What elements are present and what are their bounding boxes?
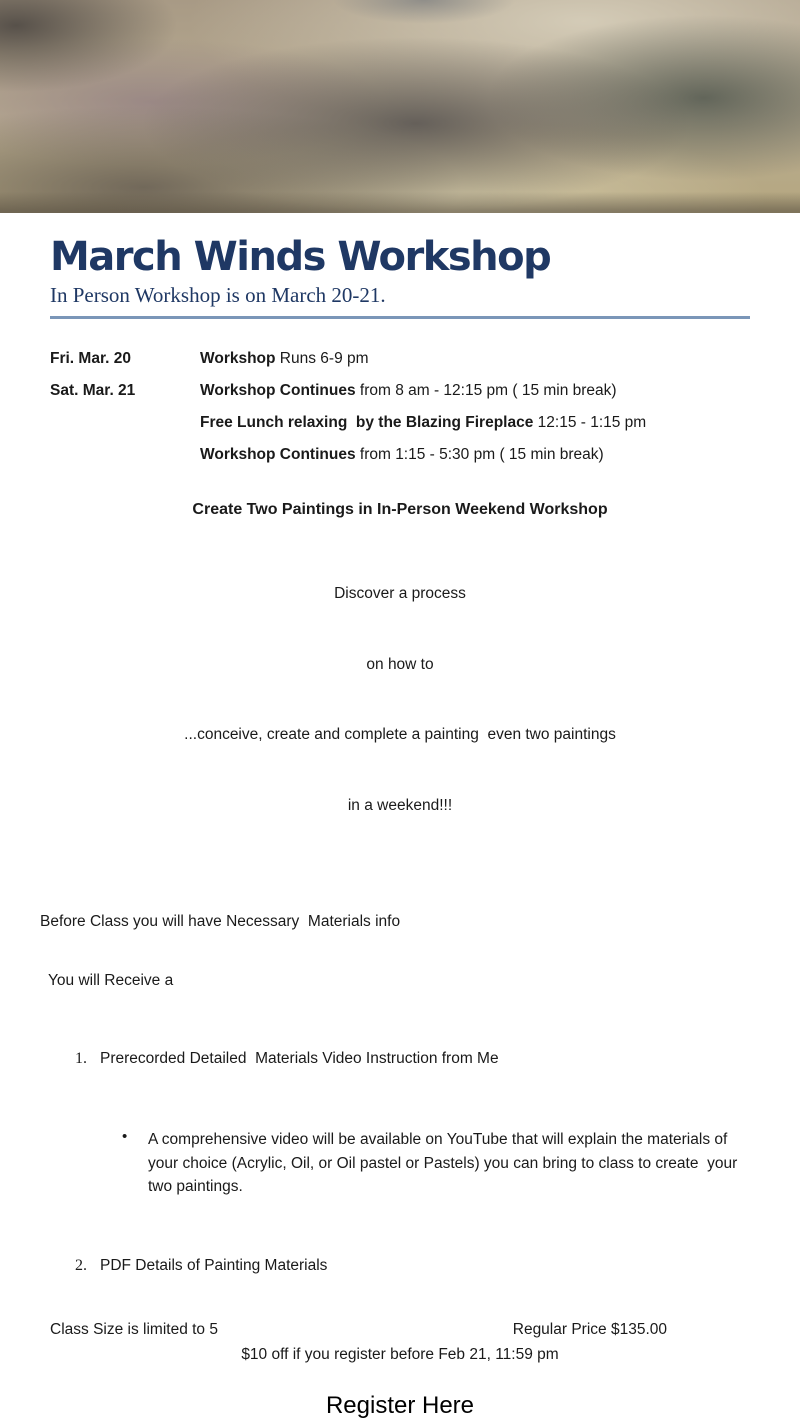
materials-bullet-text: A comprehensive video will be available on YouTube that will explain the materials of your choice (Acrylic, Oil, or Oil pastel or Pastels) you can bring to class to create your two paintings. [148,1131,742,1195]
intro-line: in a weekend!!! [347,796,453,814]
list-number: 1. [75,1050,87,1067]
receive-note: You will Receive a [48,972,174,989]
schedule-day: Sat. Mar. 21 [50,382,136,399]
schedule-row-afternoon [50,439,750,471]
schedule-detail: Free Lunch relaxing by the Blazing Fireplace 12:15 - 1:15 pm [200,414,647,431]
schedule-row-friday [50,343,750,375]
header-cloud-painting [0,0,800,213]
schedule-day [50,407,200,439]
register-here-link[interactable]: Register Here [325,1391,475,1419]
schedule-day [50,439,200,471]
intro-line: ...conceive, create and complete a painting even two paintings [184,726,616,743]
schedule-row-saturday [50,375,750,407]
flyer-body [0,235,800,1420]
materials-item-1-text: Prerecorded Detailed Materials Video Instruction from Me [100,1050,499,1067]
before-class-note: Before Class you will have Necessary Materials info [40,913,401,930]
pricing-row [50,1318,750,1342]
schedule-row-lunch [50,407,750,439]
page-title: March Winds Workshop [50,234,551,280]
schedule-day: Fri. Mar. 20 [50,350,131,367]
discount-note: $10 off if you register before Feb 21, 11:59 pm [241,1345,559,1363]
intro-heading: Create Two Paintings in In-Person Weekend Workshop [192,501,608,518]
schedule-detail: Workshop Continues from 8 am - 12:15 pm ( 15 min break) [200,382,617,399]
materials-item-2-text: PDF Details of Painting Materials [100,1256,328,1274]
materials-item-2 [50,1254,750,1278]
page-subtitle: In Person Workshop is on March 20-21. [50,283,750,319]
materials-bullet [50,1128,750,1199]
intro-line: on how to [366,655,434,673]
materials-section [40,874,750,1314]
bullet-icon: • [122,1128,128,1145]
materials-item-1 [50,1047,750,1071]
regular-price: Regular Price $135.00 [512,1320,667,1338]
list-number: 2. [75,1256,87,1274]
schedule-detail: Workshop Continues from 1:15 - 5:30 pm ( 15 min break) [200,446,604,463]
intro-line: Discover a process [334,585,466,602]
class-size-note: Class Size is limited to 5 [50,1320,218,1338]
schedule-detail: Workshop Runs 6-9 pm [200,350,369,367]
intro-description [50,535,750,864]
schedule-section [50,343,750,471]
